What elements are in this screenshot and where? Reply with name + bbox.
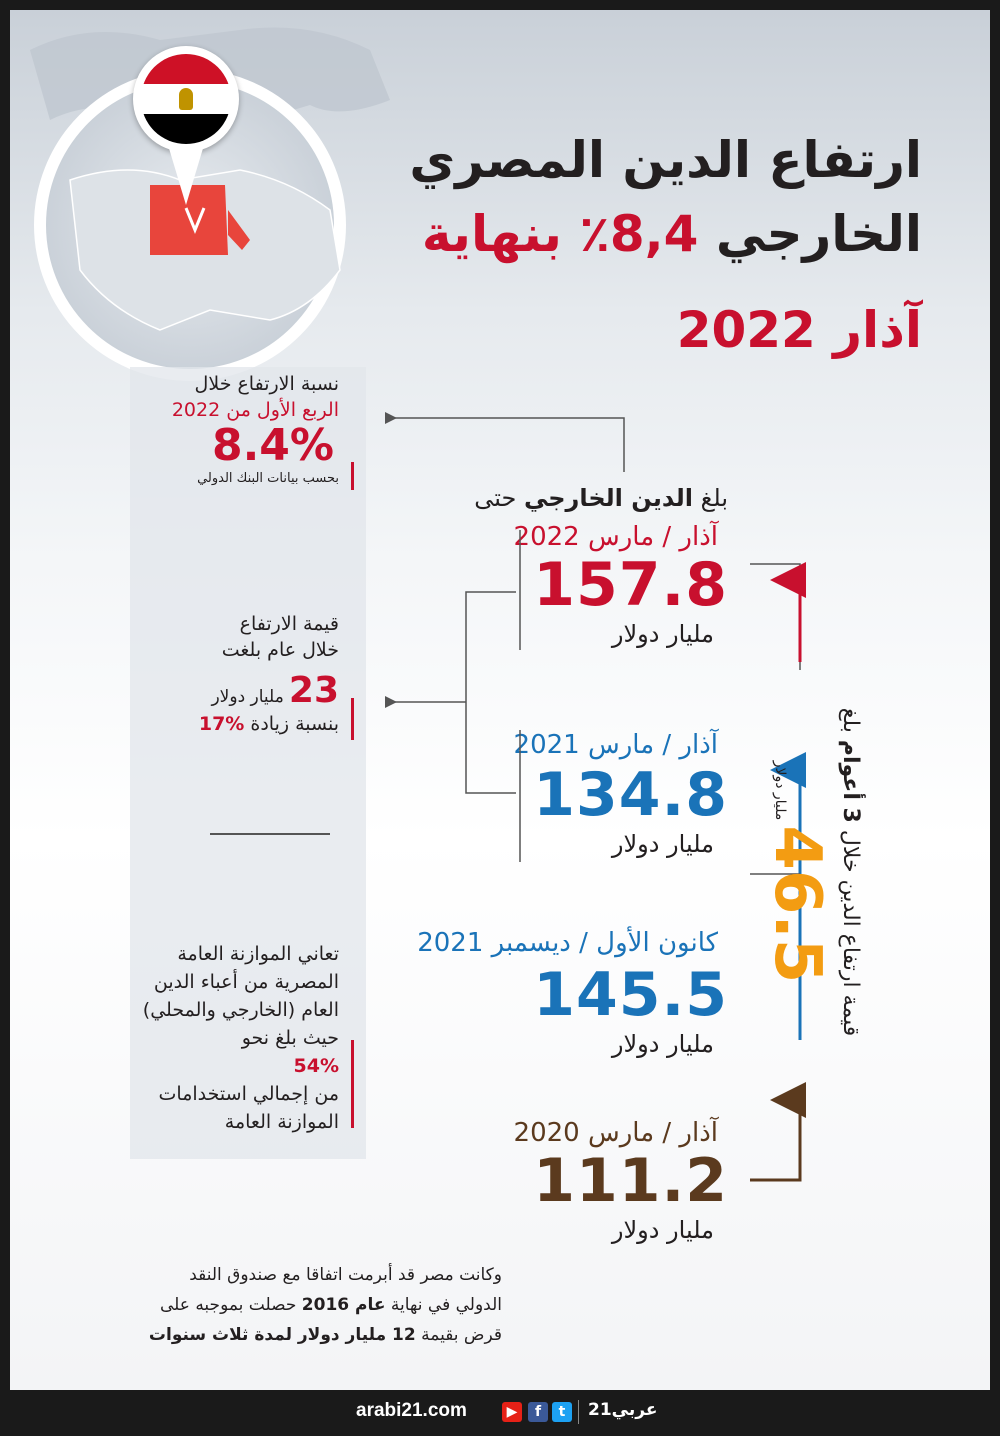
side3-line1: تعاني الموازنة العامة — [177, 943, 339, 965]
side3-line5: من إجمالي استخدامات — [158, 1083, 339, 1105]
title-line-1: ارتفاع الدين المصري — [409, 131, 922, 189]
entry3-value: 145.5 — [533, 960, 728, 1030]
side2-line2: خلال عام بلغت — [221, 639, 339, 661]
vertical-unit: مليار دولار — [772, 760, 788, 821]
entry3-unit: مليار دولار — [611, 1030, 714, 1058]
side1-line1: نسبة الارتفاع خلال — [194, 373, 339, 395]
youtube-icon[interactable]: ▶ — [502, 1402, 522, 1422]
note-line2-b: عام 2016 — [301, 1295, 386, 1315]
vertical-summary — [735, 662, 865, 1082]
vertical-text-a: قيمة ارتفاع الدين خلال — [838, 829, 863, 1037]
vertical-text-c: بلغ — [838, 707, 863, 733]
intro-prefix: بلغ — [700, 484, 728, 512]
side2-value: 23 — [288, 670, 339, 711]
title-line-3: آذار 2022 — [676, 301, 922, 359]
side3-line3: العام (الخارجي والمحلي) — [142, 999, 339, 1021]
footer-bar — [0, 1390, 1000, 1436]
note-line2-c: حصلت بموجبه على — [159, 1295, 297, 1315]
footer-site[interactable]: arabi21.com — [356, 1400, 467, 1421]
vertical-value: 46.5 — [760, 825, 834, 984]
side3-value: 54% — [293, 1055, 339, 1077]
side3-line6: الموازنة العامة — [224, 1111, 339, 1133]
twitter-icon[interactable]: t — [552, 1402, 572, 1422]
title-line-2-red: 8,4٪ بنهاية — [421, 205, 699, 263]
note-line1: وكانت مصر قد أبرمت اتفاقا مع صندوق النقد — [189, 1265, 502, 1285]
arrow-to-side1 — [394, 418, 624, 472]
title-line-2-dark: الخارجي — [715, 205, 922, 263]
side3-line4: حيث بلغ نحو — [241, 1027, 339, 1049]
entry4-period: آذار / مارس 2020 — [513, 1118, 718, 1148]
entry1-period: آذار / مارس 2022 — [513, 522, 718, 552]
footer-divider — [578, 1400, 579, 1424]
vertical-value-row — [742, 662, 835, 1082]
side1-value: 8.4% — [211, 420, 334, 471]
side1-line2: الربع الأول من 2022 — [171, 399, 339, 421]
entry2-value: 134.8 — [533, 760, 728, 830]
entry3-period: كانون الأول / ديسمبر 2021 — [417, 928, 718, 958]
side2-pct-prefix: بنسبة زيادة — [250, 713, 339, 735]
note-line3-b: 12 مليار دولار لمدة ثلاث سنوات — [148, 1325, 416, 1345]
entry2-period: آذار / مارس 2021 — [513, 730, 718, 760]
note-line3-a: قرض بقيمة — [421, 1325, 502, 1345]
note-line3 — [149, 1320, 502, 1350]
note-line2 — [149, 1290, 502, 1320]
note-block — [149, 1260, 502, 1350]
arrow-brown — [750, 1100, 800, 1180]
entry1-unit: مليار دولار — [611, 620, 714, 648]
entry1-value: 157.8 — [533, 550, 728, 620]
side3-line2: المصرية من أعباء الدين — [153, 971, 339, 993]
side1-source: بحسب بيانات البنك الدولي — [197, 471, 339, 486]
entry4-value: 111.2 — [533, 1146, 728, 1216]
note-line2-a: الدولي في نهاية — [390, 1295, 502, 1315]
footer-brand[interactable]: عربي21 — [588, 1400, 658, 1420]
entry4-unit: مليار دولار — [611, 1216, 714, 1244]
facebook-icon[interactable]: f — [528, 1402, 548, 1422]
side2-pct: 17% — [198, 713, 245, 735]
vertical-text-b: 3 أعوام — [838, 739, 863, 823]
side2-line1: قيمة الارتفاع — [239, 613, 339, 635]
vertical-text — [835, 662, 865, 1082]
infographic-panel — [10, 10, 990, 1390]
entry2-unit: مليار دولار — [611, 830, 714, 858]
side2-unit: مليار دولار — [211, 687, 284, 707]
intro-bold: الدين الخارجي — [523, 484, 693, 512]
intro-suffix: حتى — [474, 484, 517, 512]
